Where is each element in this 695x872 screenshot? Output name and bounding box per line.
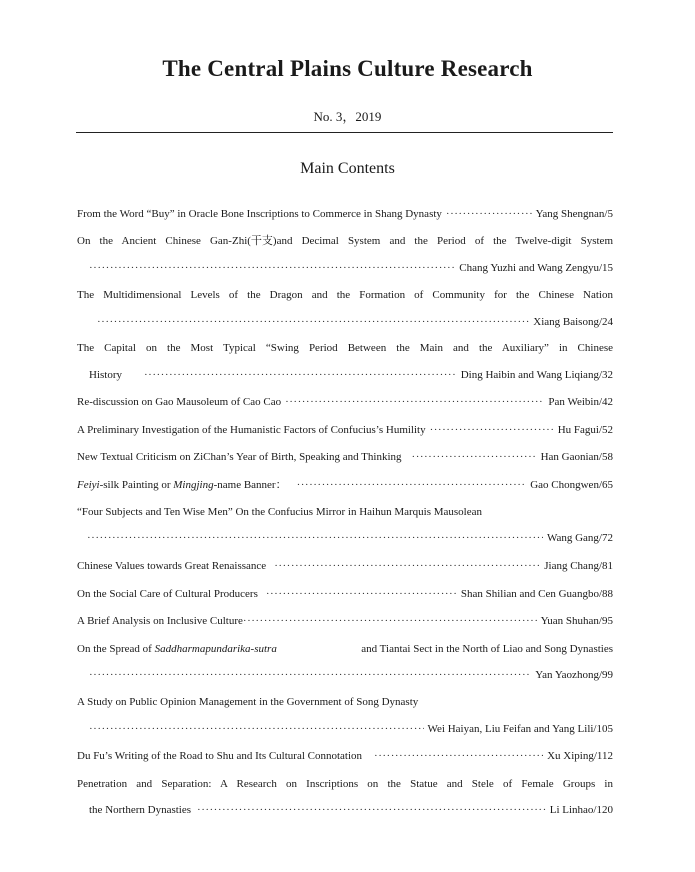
toc-entry[interactable]: [77, 694, 613, 710]
entry-title-continuation: the Northern Dynasties: [89, 804, 192, 816]
entry-title: -silk Painting or: [99, 479, 174, 491]
dot-leader: [243, 613, 537, 629]
entry-title: and Tiantai Sect in the North of Liao and Song Dynasties: [358, 643, 613, 655]
entry-authors-page: Gao Chongwen/65: [530, 479, 613, 491]
entry-authors-page: Yang Shengnan/5: [535, 208, 613, 220]
toc-entry[interactable]: [77, 340, 613, 356]
entry-title: A Brief Analysis on Inclusive Culture: [77, 615, 243, 627]
entry-authors-page: Wei Haiyan, Liu Feifan and Yang Lili/105: [427, 723, 613, 735]
entry-authors-page: Chang Yuzhi and Wang Zengyu/15: [459, 262, 613, 274]
entry-authors-page: Wang Gang/72: [546, 532, 613, 544]
entry-title: The Capital on the Most Typical “Swing Period Between the Main and the Auxiliary” in Chinese: [77, 342, 613, 354]
toc-entry[interactable]: [77, 422, 613, 438]
dot-leader: [89, 260, 455, 276]
dot-leader: [97, 314, 529, 330]
entry-title: New Textual Criticism on ZiChan’s Year of Birth, Speaking and Thinking: [77, 451, 402, 463]
entry-title: Penetration and Separation: A Research on Inscriptions on the Statue and Stele of Female Groups in: [77, 778, 613, 790]
entry-authors-page: Ding Haibin and Wang Liqiang/32: [460, 369, 613, 381]
entry-authors-page: Yuan Shuhan/95: [540, 615, 613, 627]
toc-entry-continuation: [77, 367, 613, 383]
entry-title: “Four Subjects and Ten Wise Men” On the Confucius Mirror in Haihun Marquis Mausolean: [77, 506, 483, 518]
issue-number: No. 3，2019: [313, 109, 382, 124]
entry-authors-page: Hu Fagui/52: [557, 424, 613, 436]
entry-authors-page: Han Gaonian/58: [540, 451, 613, 463]
toc-entry[interactable]: [77, 641, 613, 657]
dot-leader: [266, 586, 457, 602]
toc-entry[interactable]: [77, 558, 613, 574]
entry-title: From the Word “Buy” in Oracle Bone Inscriptions to Commerce in Shang Dynasty: [77, 208, 442, 220]
toc-entry-continuation: [77, 530, 613, 546]
entry-authors-page: Xiang Baisong/24: [533, 316, 613, 328]
dot-leader: [446, 206, 532, 222]
dot-leader: [87, 530, 543, 546]
entry-title: Chinese Values towards Great Renaissance: [77, 560, 267, 572]
toc-entry[interactable]: [77, 394, 613, 410]
entry-title-continuation: History: [89, 369, 122, 381]
toc-entry[interactable]: [77, 287, 613, 303]
toc-entry-continuation: [77, 667, 613, 683]
journal-title: The Central Plains Culture Research: [162, 56, 533, 81]
entry-authors-page: Li Linhao/120: [549, 804, 613, 816]
dot-leader: [144, 367, 457, 383]
dot-leader: [89, 667, 531, 683]
entry-title: A Study on Public Opinion Management in the Government of Song Dynasty: [77, 696, 419, 708]
dot-leader: [274, 558, 540, 574]
entry-title-italic: Feiyi: [77, 479, 100, 491]
entry-title: The Multidimensional Levels of the Dragon and the Formation of Community for the Chinese Nation: [77, 289, 613, 301]
toc-entry[interactable]: [77, 206, 613, 222]
entry-title: On the Spread of: [77, 643, 155, 655]
dot-leader: [430, 422, 554, 438]
toc-entry[interactable]: [77, 449, 613, 465]
entry-title: Re-discussion on Gao Mausoleum of Cao Cao: [77, 396, 282, 408]
entry-authors-page: Jiang Chang/81: [544, 560, 613, 572]
toc-entry[interactable]: [77, 748, 613, 764]
toc-entry-continuation: [77, 721, 613, 737]
dot-leader: [374, 748, 543, 764]
entry-title: On the Ancient Chinese Gan-Zhi(干支)and Decimal System and the Period of the Twelve-digit System: [77, 235, 613, 247]
toc-entry-continuation: [77, 260, 613, 276]
entry-title: -name Banner：: [213, 479, 287, 491]
entry-authors-page: Yan Yaozhong/99: [535, 669, 613, 681]
toc-entry-continuation: [77, 802, 613, 818]
entry-authors-page: Shan Shilian and Cen Guangbo/88: [460, 588, 613, 600]
dot-leader: [197, 802, 546, 818]
toc-entry[interactable]: [77, 477, 613, 493]
entry-authors-page: Xu Xiping/112: [547, 750, 613, 762]
toc-entry[interactable]: [77, 776, 613, 792]
toc-entry[interactable]: [77, 613, 613, 629]
toc-entry-continuation: [77, 314, 613, 330]
entry-title-italic: Saddharmapundarika-sutra: [154, 643, 277, 655]
contents-heading: Main Contents: [300, 160, 395, 177]
entry-title-italic: Mingjing: [173, 479, 214, 491]
dot-leader: [412, 449, 537, 465]
dot-leader: [89, 721, 424, 737]
toc-entry[interactable]: [77, 586, 613, 602]
entry-title: Du Fu’s Writing of the Road to Shu and Its Cultural Connotation: [77, 750, 363, 762]
dot-leader: [297, 477, 527, 493]
dot-leader: [285, 394, 544, 410]
entry-title-line: [77, 641, 613, 657]
header-rule: [76, 132, 613, 133]
toc-entry[interactable]: [77, 504, 613, 520]
toc-entry[interactable]: [77, 233, 613, 249]
entry-authors-page: Pan Weibin/42: [548, 396, 613, 408]
entry-title: On the Social Care of Cultural Producers: [77, 588, 258, 600]
entry-title: A Preliminary Investigation of the Humanistic Factors of Confucius’s Humility: [77, 424, 426, 436]
